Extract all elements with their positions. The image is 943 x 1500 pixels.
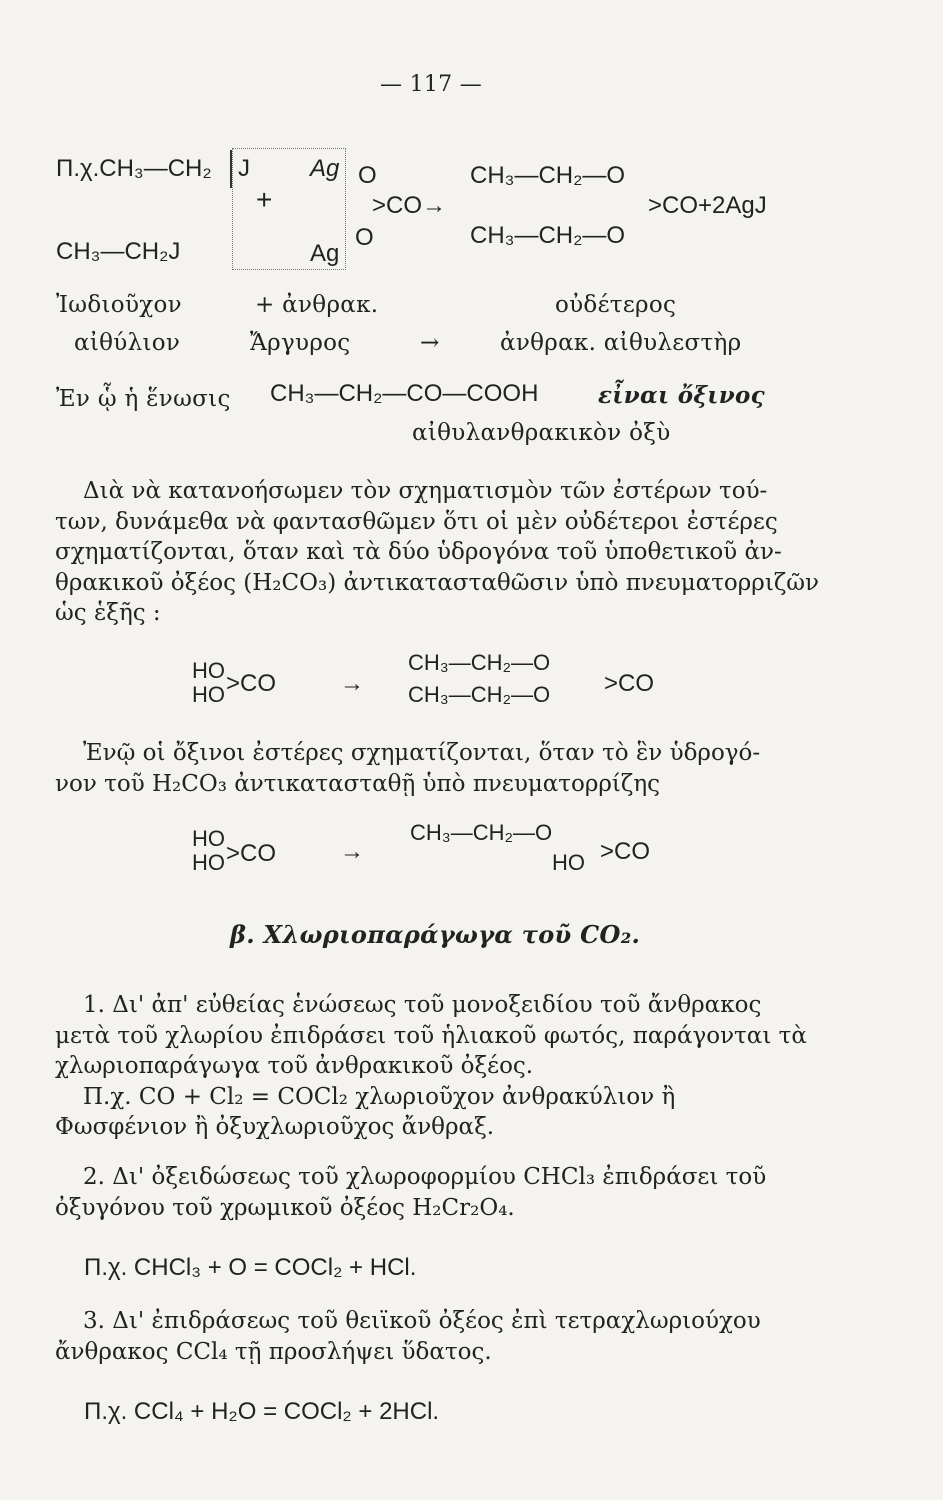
ester-bottom: CH₃—CH₂—O bbox=[408, 682, 551, 707]
while-prefix: Ἐν ᾧ ἡ ἕνωσις bbox=[56, 386, 231, 412]
item-1 bbox=[55, 990, 820, 1143]
oxygen-top: O bbox=[358, 162, 377, 189]
label-iodide: Ἰωδιοῦχον bbox=[56, 292, 182, 318]
text-line: ὡς ἑξῆς : bbox=[55, 600, 161, 627]
acid-name: αἰθυλανθρακικὸν ὀξὺ bbox=[412, 420, 671, 446]
text-line: 1. Δι' ἀπ' εὐθείας ἑνώσεως τοῦ μονοξειδίου τοῦ ἄνθρακος bbox=[83, 992, 762, 1018]
ho-top: HO bbox=[192, 826, 225, 851]
carbonate-center: >CO→ bbox=[372, 192, 447, 219]
section-heading: β. Χλωριοπαράγωγα τοῦ CO₂. bbox=[230, 920, 641, 949]
ho-bottom: HO bbox=[192, 682, 225, 707]
item-2 bbox=[55, 1162, 820, 1223]
paragraph-acidic bbox=[55, 738, 820, 799]
ho-bottom: HO bbox=[192, 850, 225, 875]
reactant-ethyl-iodide-top: Π.χ.CH₃—CH₂ bbox=[56, 155, 212, 182]
page-number: — 117 — bbox=[380, 72, 483, 97]
co-left: >CO bbox=[226, 670, 277, 697]
co-left: >CO bbox=[226, 840, 277, 867]
co-right: >CO bbox=[604, 670, 655, 697]
text-line: 3. Δι' ἐπιδράσεως τοῦ θειϊκοῦ ὀξέος ἐπὶ τετραχλωριούχου bbox=[83, 1308, 761, 1334]
label-silver: Ἄργυρος bbox=[250, 330, 351, 356]
text-line: Π.χ. CO + Cl₂ = COCl₂ χλωριοῦχον ἀνθρακύλιον ἢ bbox=[83, 1083, 676, 1110]
ester-top: CH₃—CH₂—O bbox=[408, 650, 551, 675]
co-right: >CO bbox=[600, 838, 651, 865]
item-3-equation: Π.χ. CCl₄ + H₂O = COCl₂ + 2HCl. bbox=[84, 1398, 440, 1425]
text-line: ἄνθρακος CCl₄ τῇ προσλήψει ὕδατος. bbox=[55, 1338, 492, 1365]
paragraph-esters bbox=[55, 476, 820, 629]
silver-bottom: Ag bbox=[310, 240, 340, 267]
text-line: Φωσφένιον ἢ ὀξυχλωριοῦχος ἄνθραξ. bbox=[55, 1114, 495, 1141]
product-bottom: CH₃—CH₂—O bbox=[470, 222, 626, 249]
oxygen-bottom: O bbox=[355, 224, 374, 251]
iodine-top: J bbox=[238, 155, 250, 182]
reactant-ethyl-iodide-bottom: CH₃—CH₂J bbox=[56, 238, 181, 265]
label-ester: ἀνθρακ. αἰθυλεστὴρ bbox=[500, 330, 742, 356]
label-ethyl: αἰθύλιον bbox=[74, 330, 181, 356]
text-line: χλωριοπαράγωγα τοῦ ἀνθρακικοῦ ὀξέος. bbox=[55, 1053, 534, 1080]
text-line: θρακικοῦ ὀξέος (H₂CO₃) ἀντικατασταθῶσιν ὑπὸ πνευματορριζῶν bbox=[55, 569, 820, 596]
text-line: Ἐνῷ οἱ ὄξινοι ἐστέρες σχηματίζονται, ὅταν τὸ ἓν ὑδρογό- bbox=[83, 740, 761, 766]
ester-top: CH₃—CH₂—O bbox=[410, 820, 553, 845]
is-acidic: εἶναι ὄξινος bbox=[598, 382, 765, 409]
product-top: CH₃—CH₂—O bbox=[470, 162, 626, 189]
ester-bottom: HO bbox=[552, 850, 585, 875]
item-2-equation: Π.χ. CHCl₃ + O = COCl₂ + HCl. bbox=[84, 1254, 417, 1281]
silver-top: Ag bbox=[310, 155, 340, 182]
acid-formula: CH₃—CH₂—CO—COOH bbox=[270, 380, 539, 407]
item-3 bbox=[55, 1306, 820, 1367]
plus-sign: + bbox=[256, 184, 273, 215]
arrow: → bbox=[340, 838, 364, 865]
text-line: Διὰ νὰ κατανοήσωμεν τὸν σχηματισμὸν τῶν ἐστέρων τού- bbox=[83, 478, 768, 504]
text-line: νον τοῦ H₂CO₃ ἀντικατασταθῇ ὑπὸ πνευματορρίζης bbox=[55, 770, 661, 797]
text-line: ὀξυγόνου τοῦ χρωμικοῦ ὀξέος H₂Cr₂O₄. bbox=[55, 1194, 515, 1221]
label-neutral: οὐδέτερος bbox=[555, 292, 677, 318]
text-line: σχηματίζονται, ὅταν καὶ τὰ δύο ὑδρογόνα τοῦ ὑποθετικοῦ ἀν- bbox=[55, 539, 782, 566]
ho-top: HO bbox=[192, 658, 225, 683]
text-line: μετὰ τοῦ χλωρίου ἐπιδράσει τοῦ ἡλιακοῦ φωτός, παράγονται τὰ bbox=[55, 1022, 807, 1049]
text-line: των, δυνάμεθα νὰ φαντασθῶμεν ὅτι οἱ μὲν οὐδέτεροι ἐστέρες bbox=[55, 508, 778, 535]
label-carbonic: + ἀνθρακ. bbox=[255, 292, 379, 318]
product-center: >CO+2AgJ bbox=[648, 192, 767, 219]
text-line: 2. Δι' ὀξειδώσεως τοῦ χλωροφορμίου CHCl₃ ἐπιδράσει τοῦ bbox=[83, 1164, 767, 1190]
arrow: → bbox=[340, 670, 364, 697]
label-arrow: → bbox=[420, 330, 440, 356]
